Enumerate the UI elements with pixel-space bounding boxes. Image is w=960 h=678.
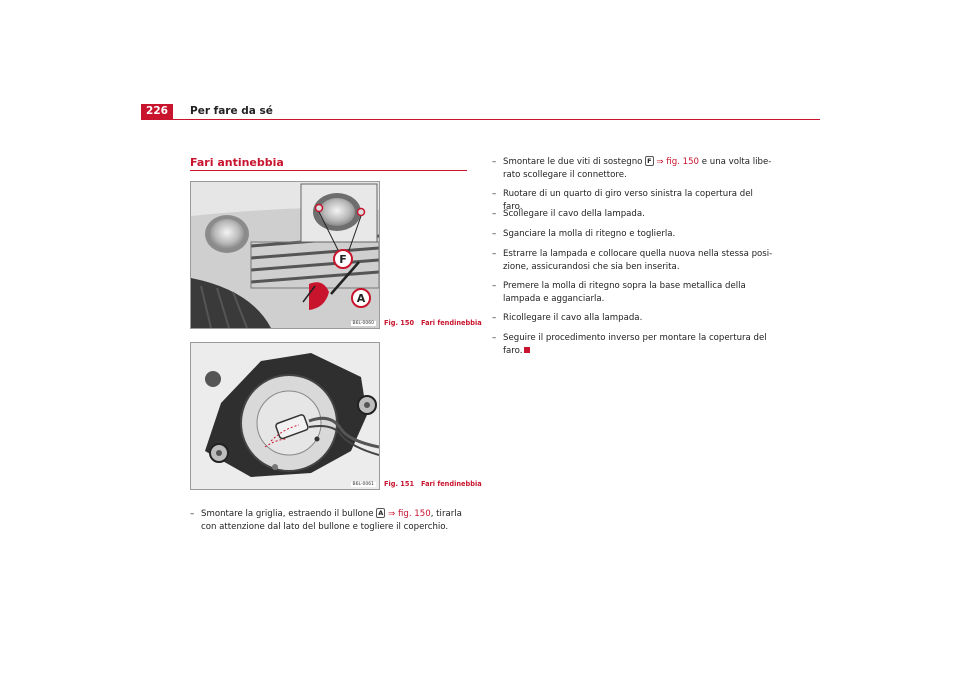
step-press-spring: – Premere la molla di ritegno sopra la base metallica della lampada e agganciarla. bbox=[492, 281, 746, 304]
figure-150-fog-light-bumper bbox=[190, 181, 380, 329]
callout-f-label: F bbox=[339, 253, 347, 266]
end-of-section-mark bbox=[524, 347, 530, 353]
step-reconnect-cable: – Ricollegare il cavo alla lampada. bbox=[492, 313, 643, 323]
figure-reference-link[interactable]: ⇒ fig. 150 bbox=[656, 157, 700, 167]
figure-code: B6L-0061 bbox=[352, 482, 374, 487]
page-number: 226 bbox=[141, 104, 173, 119]
fog-light-rear-illustration bbox=[191, 343, 379, 489]
callout-a-badge: A bbox=[378, 509, 384, 517]
header-rule bbox=[141, 119, 820, 120]
running-title: Per fare da sé bbox=[190, 105, 273, 117]
figure-151-caption: Fig. 151 Fari fendinebbia bbox=[384, 480, 482, 488]
callout-a-label: A bbox=[356, 292, 366, 305]
step-remove-screws: – Smontare le due viti di sostegno F ⇒ fig. 150 e una volta libe- rato scollegare il connettore. bbox=[492, 157, 772, 180]
fog-light-bumper-illustration bbox=[191, 182, 379, 328]
step-reassemble: – Seguire il procedimento inverso per montare la copertura del faro. bbox=[492, 333, 767, 356]
callout-f-badge: F bbox=[647, 157, 652, 165]
section-title: Fari antinebbia bbox=[190, 156, 284, 169]
step-remove-grille: – Smontare la griglia, estraendo il bullone A ⇒ fig. 150, tirarla con attenzione dal lato del bullone e togliere il coperchio. bbox=[190, 509, 462, 532]
step-disconnect-cable: – Scollegare il cavo della lampada. bbox=[492, 209, 645, 219]
step-replace-bulb: – Estrarre la lampada e collocare quella nuova nella stessa posi- zione, assicurandosi che sia ben inserita. bbox=[492, 249, 773, 272]
figure-reference-link[interactable]: ⇒ fig. 150 bbox=[388, 509, 431, 519]
figure-code: B6L-0060 bbox=[352, 321, 374, 326]
figure-150-caption: Fig. 150 Fari fendinebbia bbox=[384, 319, 482, 327]
step-rotate-cover: – Ruotare di un quarto di giro verso sinistra la copertura del faro. bbox=[492, 189, 753, 212]
figure-151-fog-light-rear bbox=[190, 342, 380, 490]
section-title-rule bbox=[190, 170, 467, 171]
step-release-spring: – Sganciare la molla di ritegno e toglierla. bbox=[492, 229, 676, 239]
